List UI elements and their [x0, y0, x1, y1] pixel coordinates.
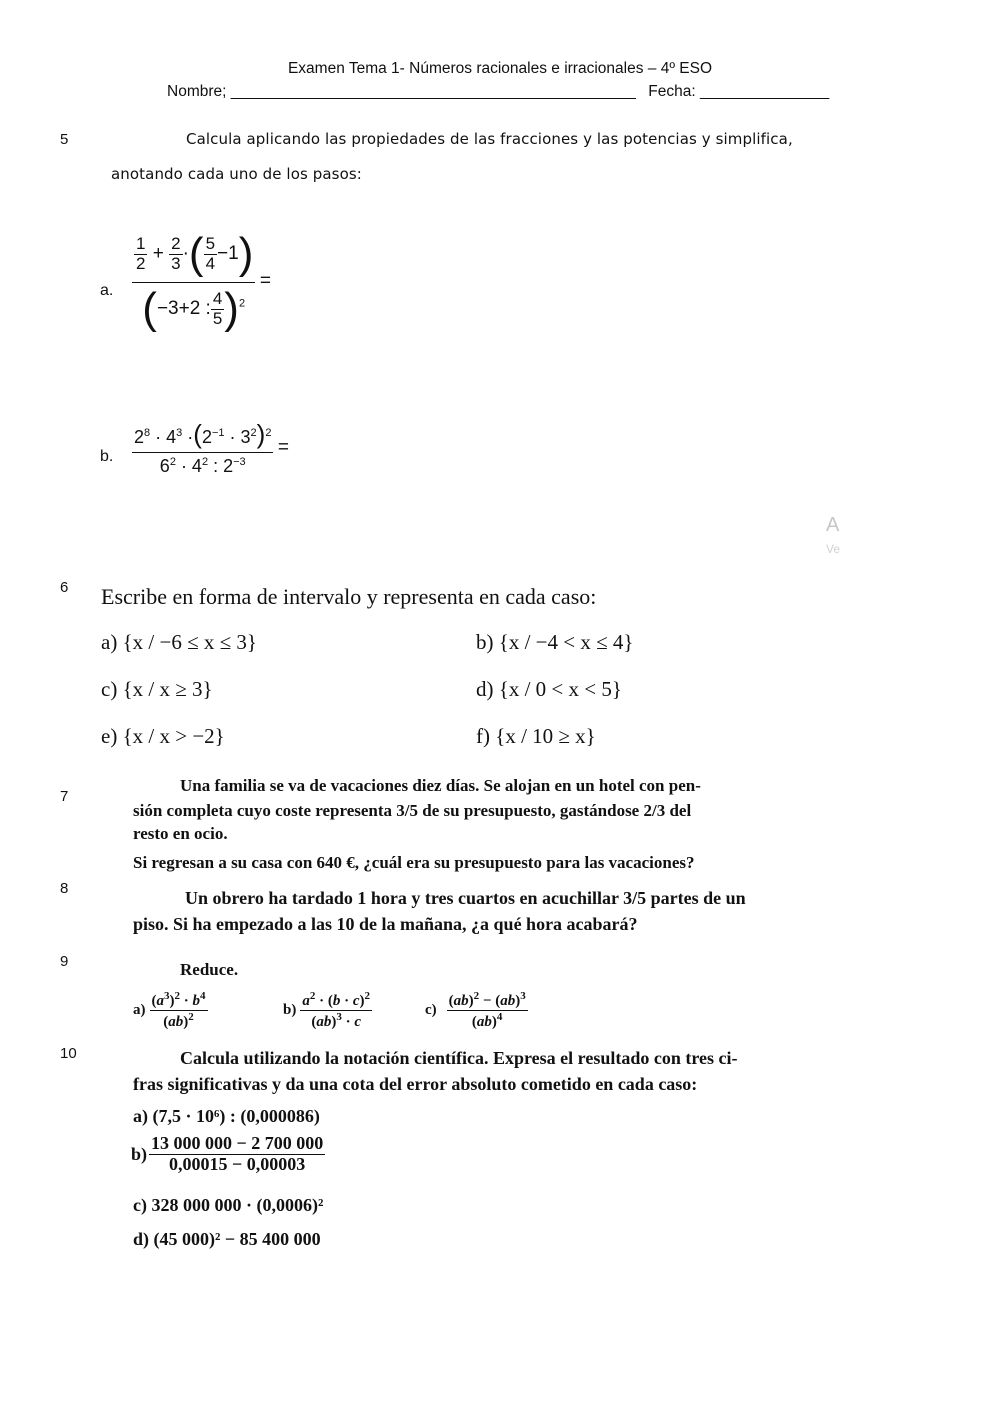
- question-6c: c) {x / x ≥ 3}: [101, 677, 213, 701]
- question-6a: a) {x / −6 ≤ x ≤ 3}: [101, 630, 257, 654]
- question-5-number: 5: [60, 131, 69, 148]
- question-10c: c) 328 000 000 · (0,0006)²: [133, 1195, 324, 1215]
- question-6f: f) {x / 10 ≥ x}: [476, 724, 596, 748]
- date-blank[interactable]: _______________: [699, 83, 830, 100]
- question-7-line2: sión completa cuyo coste representa 3/5 de su presupuesto, gastándose 2/3 del: [133, 801, 692, 820]
- date-label: Fecha:: [648, 83, 696, 100]
- question-9b: b) $\frac{a^2 \cdot (b \cdot c)^2}{(ab)^3 \cdot c}$: [283, 990, 371, 1030]
- question-8-line2: piso. Si ha empezado a las 10 de la mañana, ¿a qué hora acabará?: [133, 914, 638, 934]
- question-7-line1: Una familia se va de vacaciones diez días. Se alojan en un hotel con pen-: [180, 776, 701, 795]
- question-5-line1: Calcula aplicando las propiedades de las fracciones y las potencias y simplifica,: [186, 130, 793, 148]
- question-5b-expression: $\frac{2^8 \cdot 4^3 \cdot(2^{-1} \cdot 3^2)^2}{6^2 \cdot 4^2 : 2^{-3}}$ =: [134, 419, 290, 476]
- question-8-number: 8: [60, 880, 69, 897]
- name-date-line: [167, 83, 829, 101]
- question-7-line3: resto en ocio.: [133, 824, 228, 843]
- question-9-number: 9: [60, 953, 69, 970]
- question-10b-numerator: 13 000 000 − 2 700 000: [151, 1133, 324, 1153]
- question-7-number: 7: [60, 788, 69, 805]
- exam-title: Examen Tema 1- Números racionales e irracionales – 4º ESO: [287, 60, 713, 77]
- question-9a-label: a): [133, 1001, 146, 1018]
- question-5a-label: a.: [100, 282, 114, 299]
- question-5-line2: anotando cada uno de los pasos:: [111, 165, 362, 183]
- name-blank[interactable]: _______________________________________________: [230, 83, 636, 100]
- question-9c: c) $\frac{(ab)^2 - (ab)^3}{(ab)^4}$: [425, 990, 526, 1030]
- question-10b-denominator: 0,00015 − 0,00003: [169, 1153, 306, 1174]
- name-label: Nombre;: [167, 83, 227, 100]
- question-6-number: 6: [60, 579, 69, 596]
- question-6d: d) {x / 0 < x < 5}: [476, 677, 622, 701]
- question-10d: d) (45 000)² − 85 400 000: [133, 1229, 321, 1249]
- question-5b-label: b.: [100, 448, 114, 465]
- question-7-line4: Si regresan a su casa con 640 €, ¿cuál era su presupuesto para las vacaciones?: [133, 853, 695, 872]
- question-10-number: 10: [60, 1045, 77, 1062]
- question-10-line2: fras significativas y da una cota del error absoluto cometido en cada caso:: [133, 1074, 698, 1094]
- question-8-line1: Un obrero ha tardado 1 hora y tres cuartos en acuchillar 3/5 partes de un: [185, 888, 746, 908]
- question-9b-label: b): [283, 1001, 297, 1018]
- question-10a: a) (7,5 · 10⁶) : (0,000086): [133, 1106, 320, 1126]
- question-6-title: Escribe en forma de intervalo y representa en cada caso:: [101, 584, 597, 609]
- question-9-title: Reduce.: [180, 960, 239, 979]
- question-5a-expression: $\frac{1}{2}$ + $\frac{2}{3}$ ·( $\frac{5}{4}$ −1) (−3+2 : $\frac{4}{5}$ )$^2$ =: [132, 232, 271, 331]
- question-10b: [131, 1134, 325, 1175]
- watermark-line2: Ve: [826, 542, 841, 556]
- question-10-line1: Calcula utilizando la notación científica. Expresa el resultado con tres ci-: [180, 1048, 738, 1068]
- question-9a: a) $\frac{(a^3)^2 \cdot b^4}{(ab)^2}$: [133, 990, 206, 1030]
- watermark-line1: A: [826, 514, 840, 536]
- question-6e: e) {x / x > −2}: [101, 724, 225, 748]
- question-9c-label: c): [425, 1001, 437, 1018]
- question-10b-label: b): [131, 1144, 148, 1165]
- question-6b: b) {x / −4 < x ≤ 4}: [476, 630, 634, 654]
